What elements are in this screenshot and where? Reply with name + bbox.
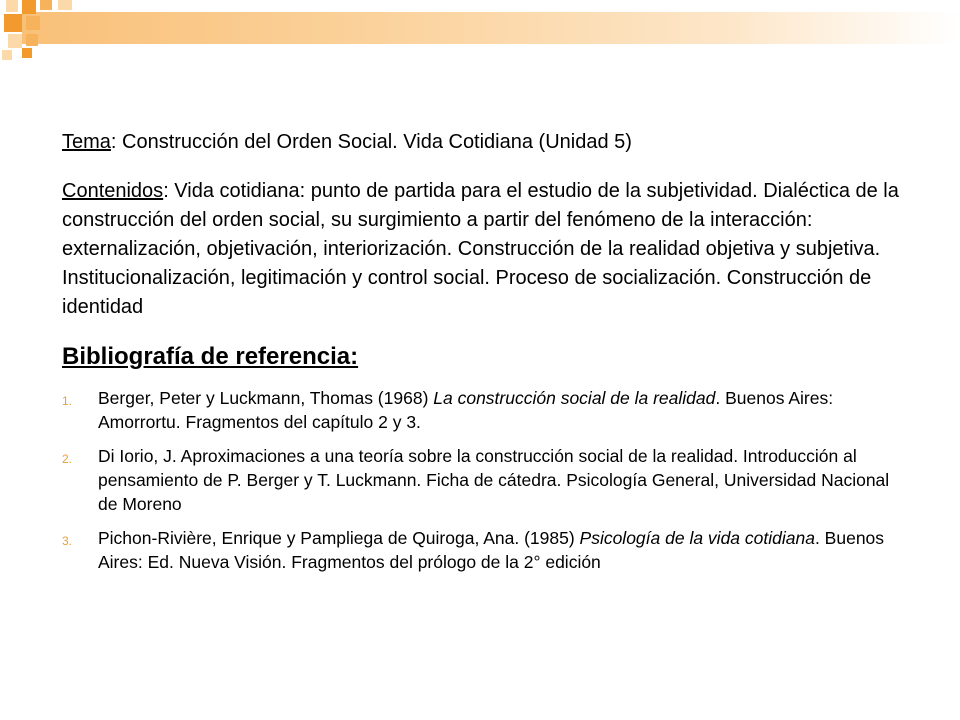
reference-text: Di Iorio, J. Aproximaciones a una teoría sobre la construcción social de la realidad. Introducción al pensamiento de P. Berger y T. Luckmann. Ficha de cátedra. Psicología General, Universidad Nacional de Moreno: [98, 446, 890, 514]
corner-decoration: [0, 0, 80, 60]
reference-number: 3.: [62, 534, 73, 548]
contenidos-label: Contenidos: [62, 180, 164, 202]
slide-content: [62, 128, 902, 584]
reference-item: [62, 526, 902, 574]
reference-title-italic: Psicología de la vida cotidiana: [579, 528, 815, 548]
reference-item: [62, 444, 902, 516]
header-gradient-bar: [22, 12, 960, 44]
tema-paragraph: [62, 128, 902, 157]
reference-text-tail: . Buenos Aires: Ed. Nueva Visión. Fragmentos del prólogo de la 2° edición: [98, 528, 885, 572]
reference-list: [62, 386, 902, 574]
reference-number: 2.: [62, 452, 73, 466]
contenidos-text: : Vida cotidiana: punto de partida para el estudio de la subjetividad. Dialéctica de la construcción del orden social, su surgimiento a partir del fenómeno de la interacción: externalización, objetivación, interiorización. Construcción de la realidad objetiva y subjetiva. Institucionalización, legitimación y control social. Proceso de socialización. Construcción de identidad: [62, 180, 899, 318]
reference-number: 1.: [62, 394, 73, 408]
reference-item: [62, 386, 902, 434]
contenidos-paragraph: [62, 177, 902, 322]
reference-text: Berger, Peter y Luckmann, Thomas (1968): [98, 388, 434, 408]
tema-label: Tema: [62, 131, 111, 153]
reference-title-italic: La construcción social de la realidad: [433, 388, 716, 408]
tema-text: : Construcción del Orden Social. Vida Cotidiana (Unidad 5): [110, 131, 632, 153]
reference-text-tail: . Buenos Aires: Amorrortu. Fragmentos del capítulo 2 y 3.: [98, 388, 834, 432]
bibliografia-title: Bibliografía de referencia:: [62, 343, 359, 370]
reference-text: Pichon-Rivière, Enrique y Pampliega de Quiroga, Ana. (1985): [98, 528, 580, 548]
